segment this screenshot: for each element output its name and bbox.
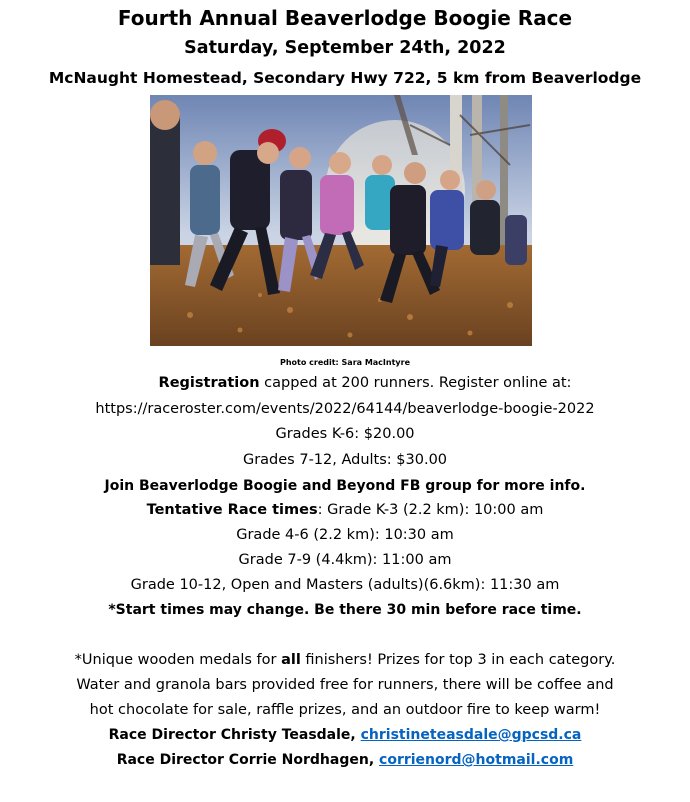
- fee-grades-k6: Grades K-6: $20.00: [275, 426, 415, 442]
- fb-group-note: Join Beaverlodge Boogie and Beyond FB group for more info.: [104, 478, 586, 494]
- registration-text: capped at 200 runners. Register online at:: [259, 375, 572, 391]
- runners-photo-illustration: [150, 95, 532, 346]
- fee-grades-7-12-adults: Grades 7-12, Adults: $30.00: [242, 452, 448, 468]
- race-time-grade-10-12: Grade 10-12, Open and Masters (adults)(6.6km): 11:30 am: [130, 577, 560, 593]
- race-time-grade-7-9: Grade 7-9 (4.4km): 11:00 am: [238, 552, 452, 568]
- medals-post: finishers! Prizes for top 3 in each category.: [300, 652, 616, 668]
- race-times-label: Tentative Race times: [146, 502, 318, 518]
- director-corrie: [0, 752, 690, 768]
- race-location: McNaught Homestead, Secondary Hwy 722, 5 km from Beaverlodge: [48, 69, 642, 87]
- race-photo: [150, 95, 532, 346]
- race-date: Saturday, September 24th, 2022: [184, 38, 506, 58]
- photo-credit: Photo credit: Sara MacIntyre: [279, 358, 411, 367]
- medals-bold: all: [281, 652, 301, 668]
- director-christy: [0, 727, 690, 743]
- refreshments-note: Water and granola bars provided free for runners, there will be coffee and: [76, 677, 614, 693]
- director-corrie-email-link[interactable]: corrienord@hotmail.com: [379, 752, 574, 768]
- registration-url[interactable]: https://raceroster.com/events/2022/64144/beaverlodge-boogie-2022: [95, 401, 595, 417]
- director-christy-email-link[interactable]: christineteasdale@gpcsd.ca: [360, 727, 582, 743]
- race-time-k3: : Grade K-3 (2.2 km): 10:00 am: [317, 502, 544, 518]
- director-christy-label: Race Director Christy Teasdale,: [108, 727, 361, 743]
- race-time-grade-4-6: Grade 4-6 (2.2 km): 10:30 am: [236, 527, 454, 543]
- registration-line: [40, 375, 690, 391]
- flyer-title: Fourth Annual Beaverlodge Boogie Race: [117, 6, 573, 30]
- registration-label: Registration: [158, 375, 260, 391]
- extras-note: hot chocolate for sale, raffle prizes, and an outdoor fire to keep warm!: [89, 702, 601, 718]
- medals-note: [0, 652, 690, 668]
- start-time-notice: *Start times may change. Be there 30 min before race time.: [108, 602, 582, 618]
- medals-pre: *Unique wooden medals for: [74, 652, 282, 668]
- race-times-first: [0, 502, 690, 518]
- director-corrie-label: Race Director Corrie Nordhagen,: [116, 752, 380, 768]
